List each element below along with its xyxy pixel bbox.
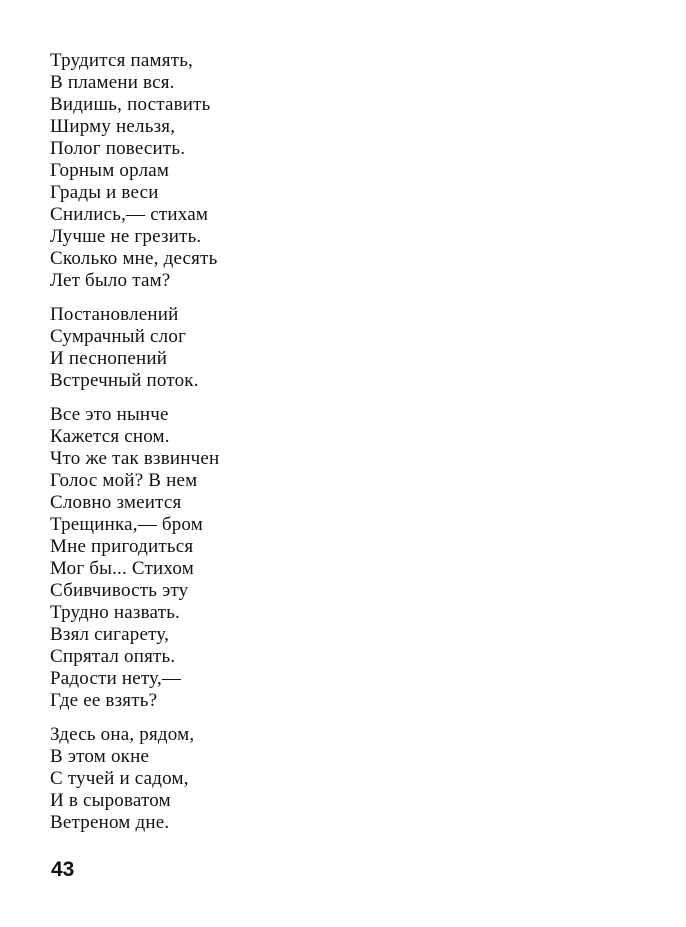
page-number: 43 <box>51 858 75 881</box>
poem-line: Что же так взвинчен <box>50 448 220 469</box>
poem-line: Трудно назвать. <box>50 602 181 623</box>
poem-line: Лучше не грезить. <box>50 226 202 247</box>
poem-line: Трудится память, <box>50 50 194 71</box>
poem-line: С тучей и садом, <box>50 768 189 789</box>
poem-line: Взял сигарету, <box>50 624 170 645</box>
stanza-3 <box>50 404 610 712</box>
stanza-1 <box>50 50 610 292</box>
poem-line: Видишь, поставить <box>50 94 211 115</box>
poem-text <box>50 50 610 846</box>
poem-line: Радости нету,— <box>50 668 182 689</box>
poem-line: Ветреном дне. <box>50 812 170 833</box>
poem-line: Ширму нельзя, <box>50 116 176 137</box>
poem-line: Полог повесить. <box>50 138 186 159</box>
poem-line: В пламени вся. <box>50 72 175 93</box>
poem-line: Сумрачный слог <box>50 326 187 347</box>
poem-line: Снились,— стихам <box>50 204 209 225</box>
poem-line: Где ее взять? <box>50 690 158 711</box>
poem-line: Лет было там? <box>50 270 171 291</box>
stanza-4 <box>50 724 610 834</box>
poem-line: Сбивчивость эту <box>50 580 189 601</box>
poem-line: В этом окне <box>50 746 150 767</box>
poem-line: Встречный поток. <box>50 370 199 391</box>
poem-line: И в сыроватом <box>50 790 171 811</box>
poem-line: Горным орлам <box>50 160 170 181</box>
poem-line: Кажется сном. <box>50 426 170 447</box>
poem-line: Здесь она, рядом, <box>50 724 195 745</box>
stanza-2 <box>50 304 610 392</box>
poem-line: Спрятал опять. <box>50 646 176 667</box>
poem-line: Словно змеится <box>50 492 182 513</box>
poem-line: Постановлений <box>50 304 179 325</box>
poem-line: Мне пригодиться <box>50 536 194 557</box>
poem-line: Сколько мне, десять <box>50 248 218 269</box>
poem-line: Голос мой? В нем <box>50 470 198 491</box>
poem-line: Мог бы... Стихом <box>50 558 194 579</box>
poem-line: Все это нынче <box>50 404 169 425</box>
poem-line: Грады и веси <box>50 182 159 203</box>
poem-line: И песнопений <box>50 348 168 369</box>
poem-line: Трещинка,— бром <box>50 514 203 535</box>
